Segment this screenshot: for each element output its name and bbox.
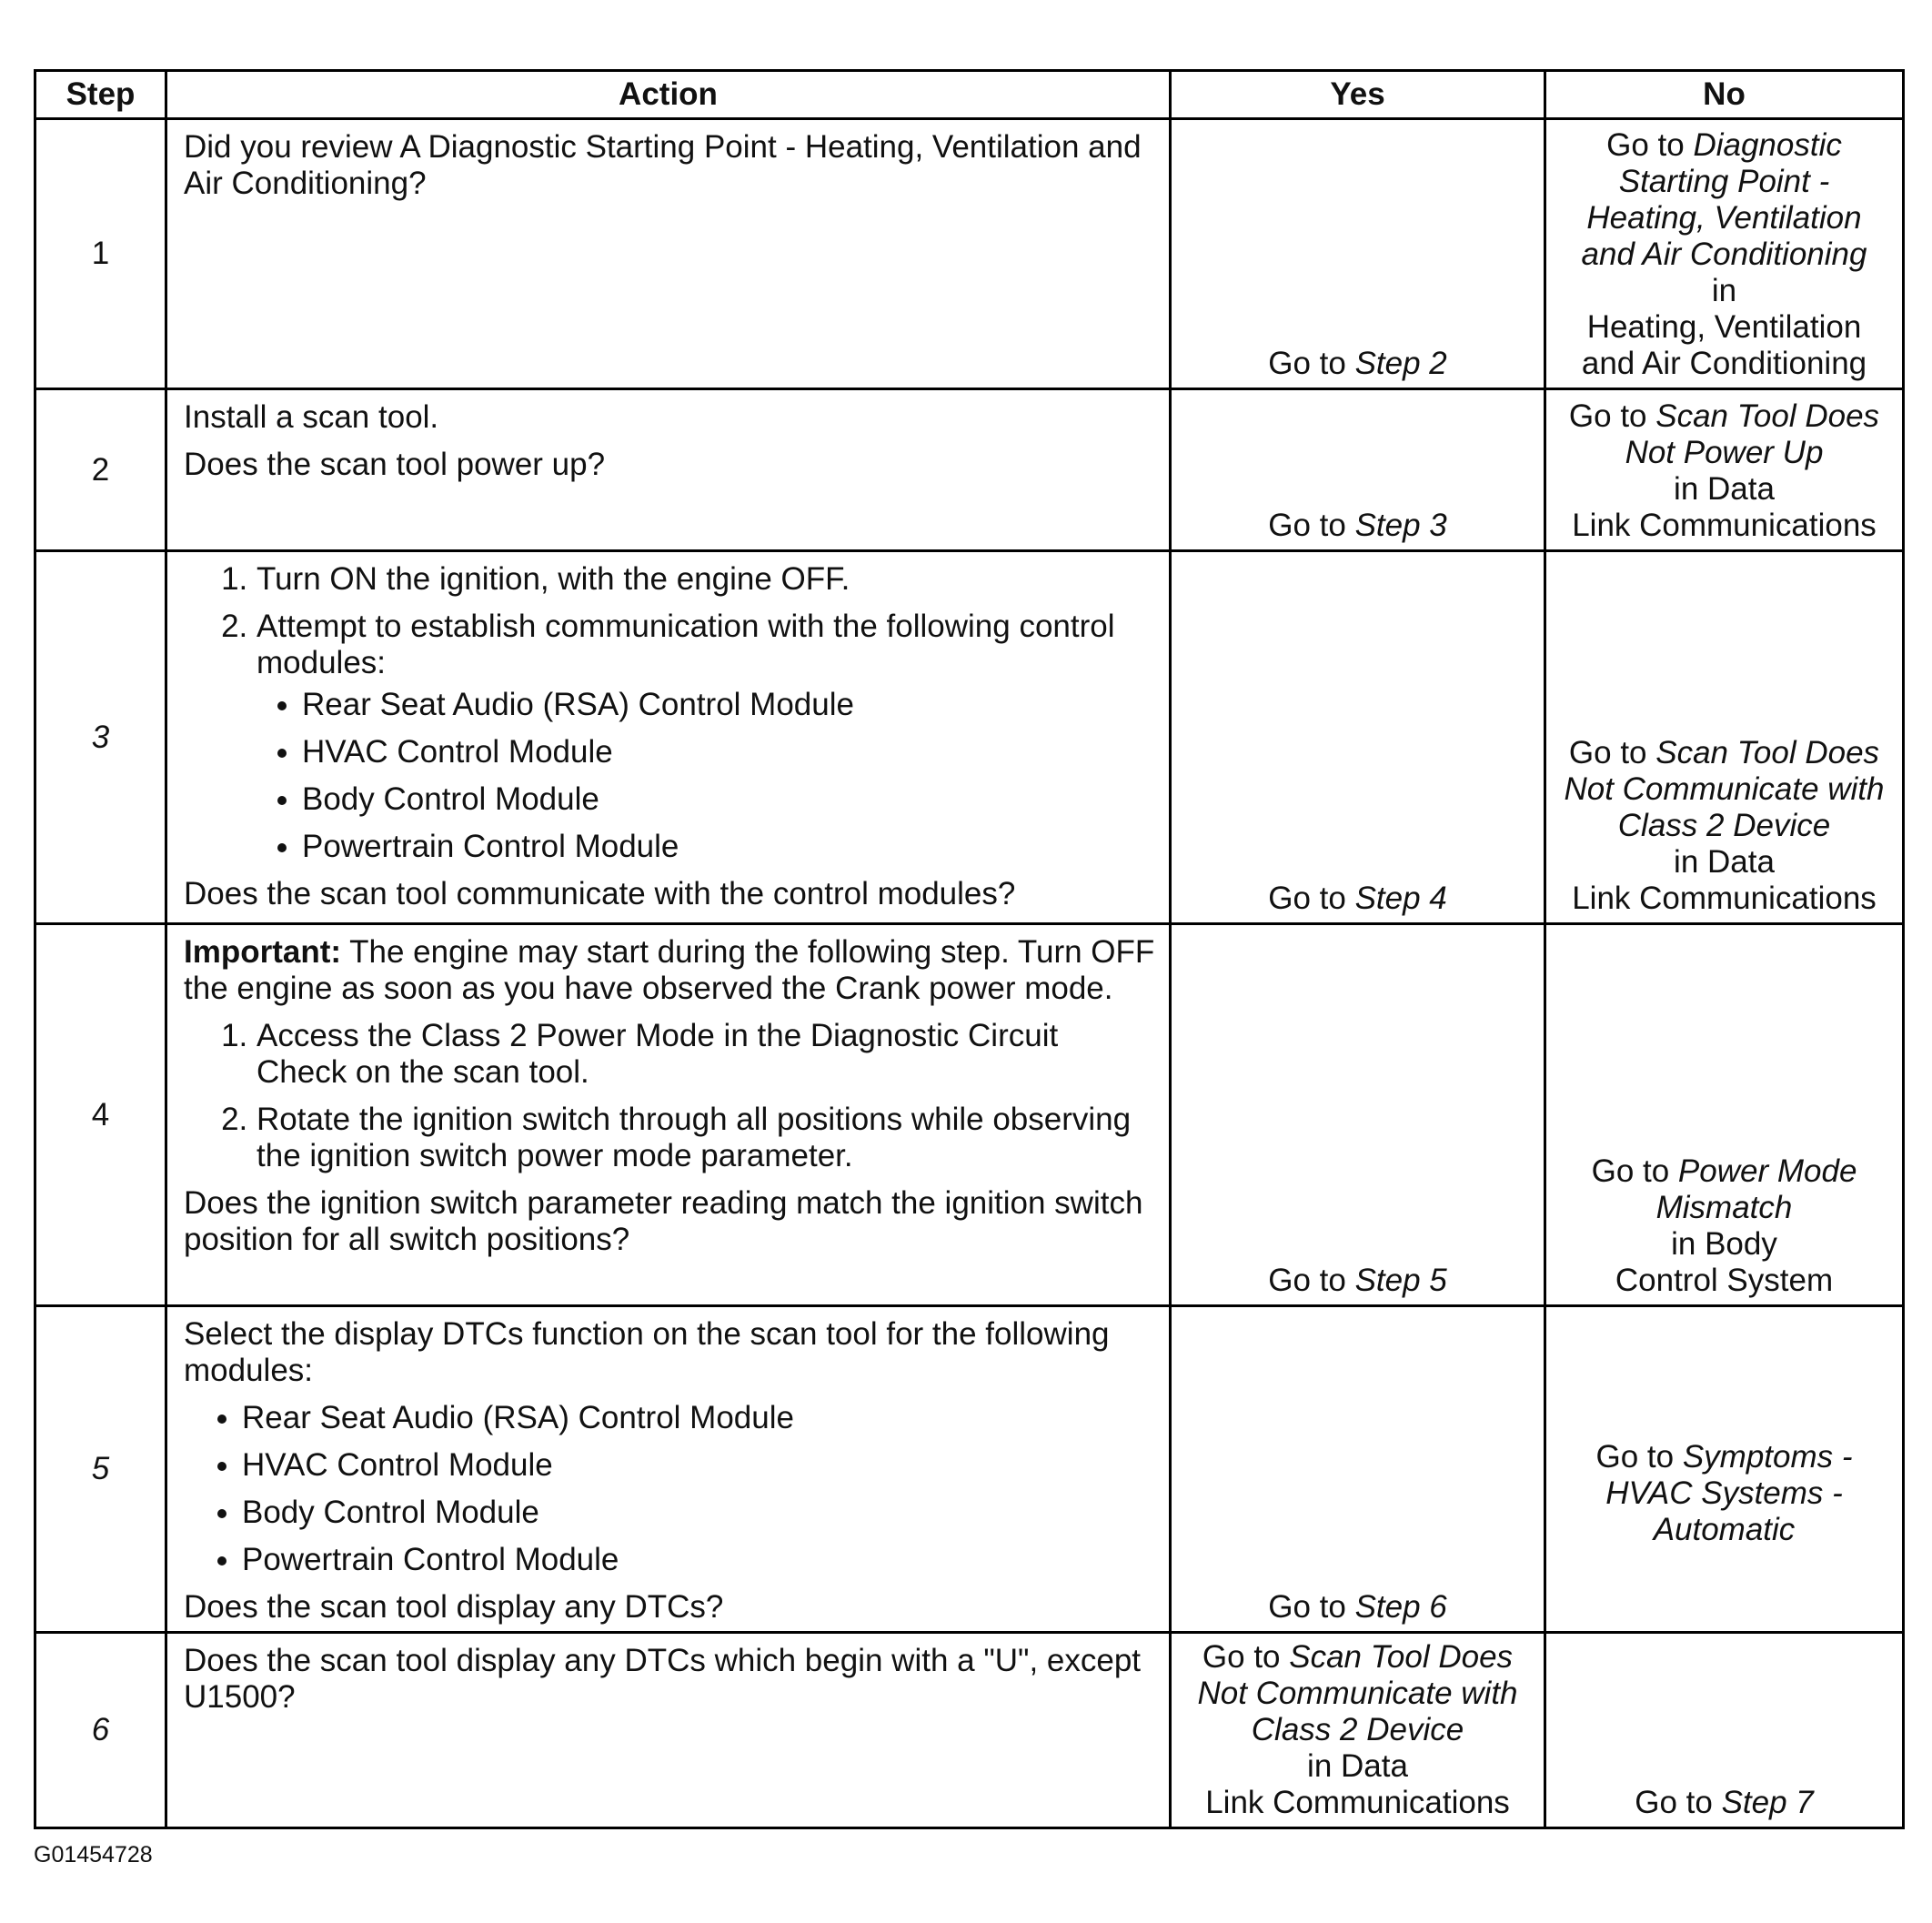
- header-row: [35, 71, 1904, 119]
- action-question: Does the scan tool display any DTCs?: [184, 1589, 724, 1625]
- numbered-steps: [184, 1018, 1156, 1174]
- step-link[interactable]: Step 6: [1354, 1589, 1447, 1625]
- reference-link[interactable]: Heating, Ventilation: [1586, 200, 1862, 236]
- reference-location: in Data: [1307, 1748, 1408, 1784]
- no-cell: [1545, 924, 1904, 1306]
- yes-cell: [1171, 1306, 1545, 1633]
- action-question: Does the scan tool display any DTCs which begin with a "U", except U1500?: [184, 1643, 1142, 1715]
- list-item: • Rear Seat Audio (RSA) Control Module: [242, 1400, 1156, 1436]
- table-row: [35, 1306, 1904, 1633]
- go-to-prefix: Go to: [1606, 127, 1694, 163]
- table-row: [35, 1633, 1904, 1828]
- go-to-prefix: Go to: [1635, 1785, 1722, 1820]
- list-item: 2. Rotate the ignition switch through all positions while observing the ignition switch power mode parameter.: [257, 1102, 1156, 1174]
- reference-link[interactable]: Class 2 Device: [1617, 808, 1831, 843]
- reference-link[interactable]: and Air Conditioning: [1581, 237, 1867, 272]
- reference-location: and Air Conditioning: [1581, 346, 1867, 381]
- action-cell: [166, 924, 1171, 1306]
- table-row: [35, 389, 1904, 551]
- table-row: [35, 119, 1904, 389]
- step-link[interactable]: Step 7: [1721, 1785, 1814, 1820]
- yes-cell: [1171, 119, 1545, 389]
- reference-link[interactable]: HVAC Systems -: [1605, 1475, 1843, 1511]
- reference-link[interactable]: Class 2 Device: [1251, 1712, 1464, 1747]
- action-text: Did you review A Diagnostic Starting Point - Heating, Ventilation and Air Conditioning?: [184, 129, 1142, 201]
- action-cell: [166, 1633, 1171, 1828]
- step-number: 2: [35, 389, 166, 551]
- list-item: • HVAC Control Module: [242, 1447, 1156, 1484]
- no-cell: [1545, 119, 1904, 389]
- step-number: 1: [35, 119, 166, 389]
- action-cell: [166, 119, 1171, 389]
- reference-link[interactable]: Not Communicate with: [1564, 771, 1885, 807]
- header-yes: Yes: [1171, 71, 1545, 119]
- action-question: Does the ignition switch parameter reading match the ignition switch position for all switch positions?: [184, 1185, 1143, 1257]
- no-cell: [1545, 389, 1904, 551]
- list-item: 1. Turn ON the ignition, with the engine OFF.: [257, 561, 1156, 598]
- yes-cell: [1171, 1633, 1545, 1828]
- reference-link[interactable]: Scan Tool Does: [1289, 1639, 1514, 1675]
- reference-location: Link Communications: [1572, 508, 1877, 543]
- go-to-prefix: Go to: [1568, 735, 1656, 770]
- numbered-steps: [184, 561, 1156, 865]
- header-action: Action: [166, 71, 1171, 119]
- module-list: [257, 687, 1156, 865]
- action-intro: Select the display DTCs function on the scan tool for the following modules:: [184, 1316, 1110, 1388]
- list-item: • HVAC Control Module: [302, 734, 1156, 770]
- action-instruction: Install a scan tool.: [184, 399, 439, 435]
- step-link[interactable]: Step 3: [1354, 508, 1447, 543]
- reference-link[interactable]: Symptoms -: [1682, 1439, 1853, 1475]
- reference-location: in: [1711, 273, 1737, 308]
- list-item-text: Attempt to establish communication with the following control modules:: [257, 609, 1115, 680]
- action-question: Does the scan tool communicate with the control modules?: [184, 876, 1016, 911]
- step-link[interactable]: Step 4: [1354, 881, 1447, 916]
- step-number: 4: [35, 924, 166, 1306]
- action-cell: [166, 551, 1171, 924]
- go-to-prefix: Go to: [1595, 1439, 1683, 1475]
- go-to-prefix: Go to: [1568, 398, 1656, 434]
- list-item: • Rear Seat Audio (RSA) Control Module: [302, 687, 1156, 723]
- reference-location: Link Communications: [1572, 881, 1877, 916]
- no-cell: [1545, 1633, 1904, 1828]
- action-cell: [166, 389, 1171, 551]
- table-row: [35, 551, 1904, 924]
- reference-location: in Data: [1674, 844, 1775, 880]
- reference-location: in Body: [1671, 1226, 1777, 1262]
- yes-cell: [1171, 551, 1545, 924]
- step-number: 3: [35, 551, 166, 924]
- go-to-prefix: Go to: [1268, 1589, 1355, 1625]
- list-item: [257, 609, 1156, 865]
- list-item: 1. Access the Class 2 Power Mode in the Diagnostic Circuit Check on the scan tool.: [257, 1018, 1156, 1091]
- reference-link[interactable]: Scan Tool Does: [1655, 735, 1880, 770]
- table-row: [35, 924, 1904, 1306]
- reference-location: Link Communications: [1205, 1785, 1510, 1820]
- reference-link[interactable]: Scan Tool Does: [1655, 398, 1880, 434]
- reference-link[interactable]: Not Power Up: [1625, 435, 1824, 470]
- header-step: Step: [35, 71, 166, 119]
- yes-cell: [1171, 924, 1545, 1306]
- list-item: • Body Control Module: [302, 781, 1156, 818]
- go-to-prefix: Go to: [1591, 1153, 1678, 1189]
- reference-link[interactable]: Diagnostic: [1693, 127, 1842, 163]
- important-label: Important:: [184, 934, 342, 970]
- figure-id: G01454728: [34, 1842, 153, 1868]
- yes-cell: [1171, 389, 1545, 551]
- step-link[interactable]: Step 2: [1354, 346, 1447, 381]
- reference-link[interactable]: Automatic: [1653, 1512, 1796, 1547]
- action-cell: [166, 1306, 1171, 1633]
- step-number: 5: [35, 1306, 166, 1633]
- reference-location: in Data: [1674, 471, 1775, 507]
- no-cell: [1545, 551, 1904, 924]
- go-to-prefix: Go to: [1268, 1263, 1355, 1298]
- reference-link[interactable]: Power Mode: [1677, 1153, 1857, 1189]
- list-item: • Powertrain Control Module: [302, 829, 1156, 865]
- reference-link[interactable]: Starting Point -: [1618, 164, 1830, 199]
- action-question: Does the scan tool power up?: [184, 447, 606, 482]
- no-cell: [1545, 1306, 1904, 1633]
- go-to-prefix: Go to: [1268, 346, 1355, 381]
- reference-link[interactable]: Mismatch: [1655, 1190, 1793, 1225]
- list-item: • Body Control Module: [242, 1495, 1156, 1531]
- important-text: The engine may start during the following step. Turn OFF the engine as soon as you have observed the Crank power mode.: [184, 934, 1155, 1006]
- reference-location: Heating, Ventilation: [1586, 309, 1862, 345]
- important-note: [184, 934, 1156, 1007]
- module-list: [184, 1400, 1156, 1578]
- reference-link[interactable]: Not Communicate with: [1197, 1676, 1518, 1711]
- list-item: • Powertrain Control Module: [242, 1542, 1156, 1578]
- reference-location: Control System: [1615, 1263, 1834, 1298]
- go-to-prefix: Go to: [1268, 881, 1355, 916]
- diagnostic-table: [34, 69, 1905, 1829]
- step-number: 6: [35, 1633, 166, 1828]
- step-link[interactable]: Step 5: [1354, 1263, 1447, 1298]
- go-to-prefix: Go to: [1202, 1639, 1290, 1675]
- header-no: No: [1545, 71, 1904, 119]
- go-to-prefix: Go to: [1268, 508, 1355, 543]
